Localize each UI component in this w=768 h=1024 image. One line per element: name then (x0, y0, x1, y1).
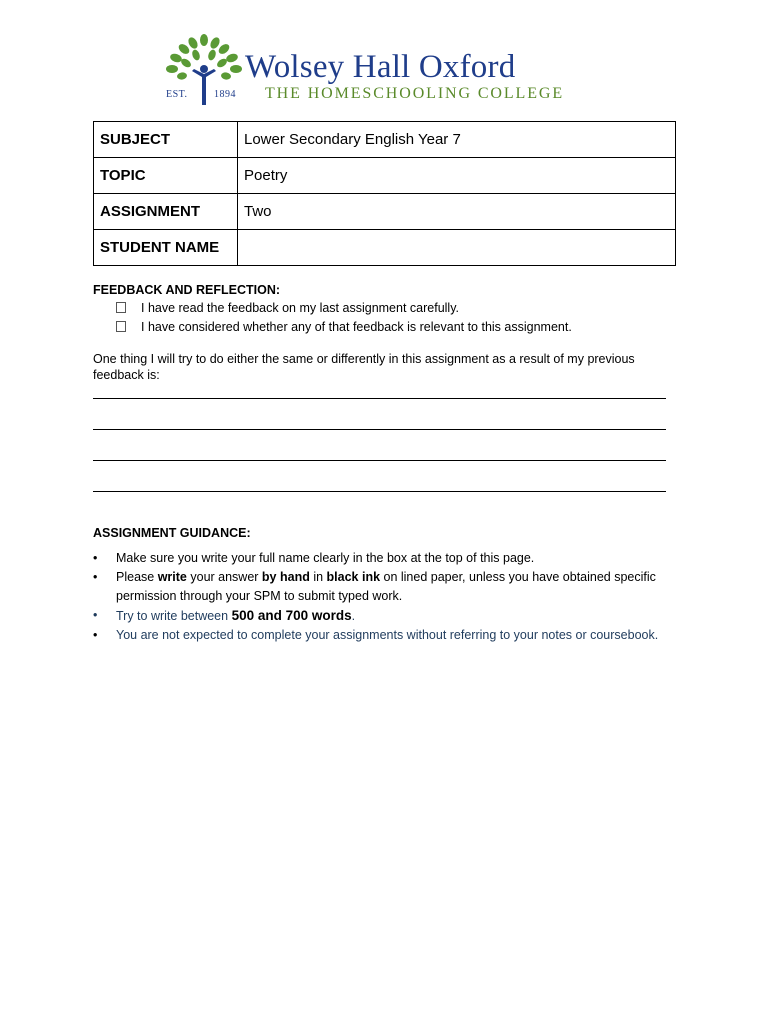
feedback-checkbox-2[interactable] (116, 320, 572, 334)
answer-line[interactable] (93, 491, 666, 492)
checkbox-label: I have considered whether any of that feedback is relevant to this assignment. (141, 320, 572, 334)
topic-value: Poetry (238, 158, 676, 194)
topic-label: TOPIC (94, 158, 238, 194)
table-row (94, 122, 676, 158)
bullet-icon: • (93, 628, 98, 642)
answer-line[interactable] (93, 398, 666, 399)
assignment-value: Two (238, 194, 676, 230)
checkbox-icon[interactable] (116, 302, 126, 313)
list-item: • You are not expected to complete your assignments without referring to your notes or coursebook. (93, 626, 683, 645)
checkbox-label: I have read the feedback on my last assignment carefully. (141, 301, 459, 315)
assignment-label: ASSIGNMENT (94, 194, 238, 230)
feedback-heading: FEEDBACK AND REFLECTION: (93, 283, 281, 297)
answer-line[interactable] (93, 460, 666, 461)
table-row (94, 230, 676, 266)
table-row (94, 158, 676, 194)
list-item: • Try to write between 500 and 700 words. (93, 608, 356, 623)
table-row (94, 194, 676, 230)
guidance-heading: ASSIGNMENT GUIDANCE: (93, 526, 251, 540)
list-item: • Make sure you write your full name clearly in the box at the top of this page. (93, 549, 683, 568)
bullet-icon: • (93, 608, 98, 622)
list-item: • Please write your answer by hand in black ink on lined paper, unless you have obtained specific permission through your SPM to submit typed work. (93, 570, 656, 603)
subject-value: Lower Secondary English Year 7 (238, 122, 676, 158)
logo-subtitle: THE HOMESCHOOLING COLLEGE (265, 85, 565, 102)
student-name-label: STUDENT NAME (94, 230, 238, 266)
guidance-list (93, 549, 683, 645)
logo-title: Wolsey Hall Oxford (245, 49, 516, 85)
college-logo (162, 33, 612, 107)
bullet-icon: • (93, 570, 98, 584)
subject-label: SUBJECT (94, 122, 238, 158)
logo-est: EST. (166, 89, 188, 100)
answer-line[interactable] (93, 429, 666, 430)
checkbox-icon[interactable] (116, 321, 126, 332)
feedback-checkbox-1[interactable] (116, 301, 459, 315)
bullet-icon: • (93, 551, 98, 565)
assignment-info-table (93, 121, 676, 266)
logo-year: 1894 (214, 89, 236, 100)
student-name-field[interactable] (238, 230, 676, 266)
feedback-prompt: One thing I will try to do either the same or differently in this assignment as a result of my previous feedback is: (93, 352, 635, 382)
